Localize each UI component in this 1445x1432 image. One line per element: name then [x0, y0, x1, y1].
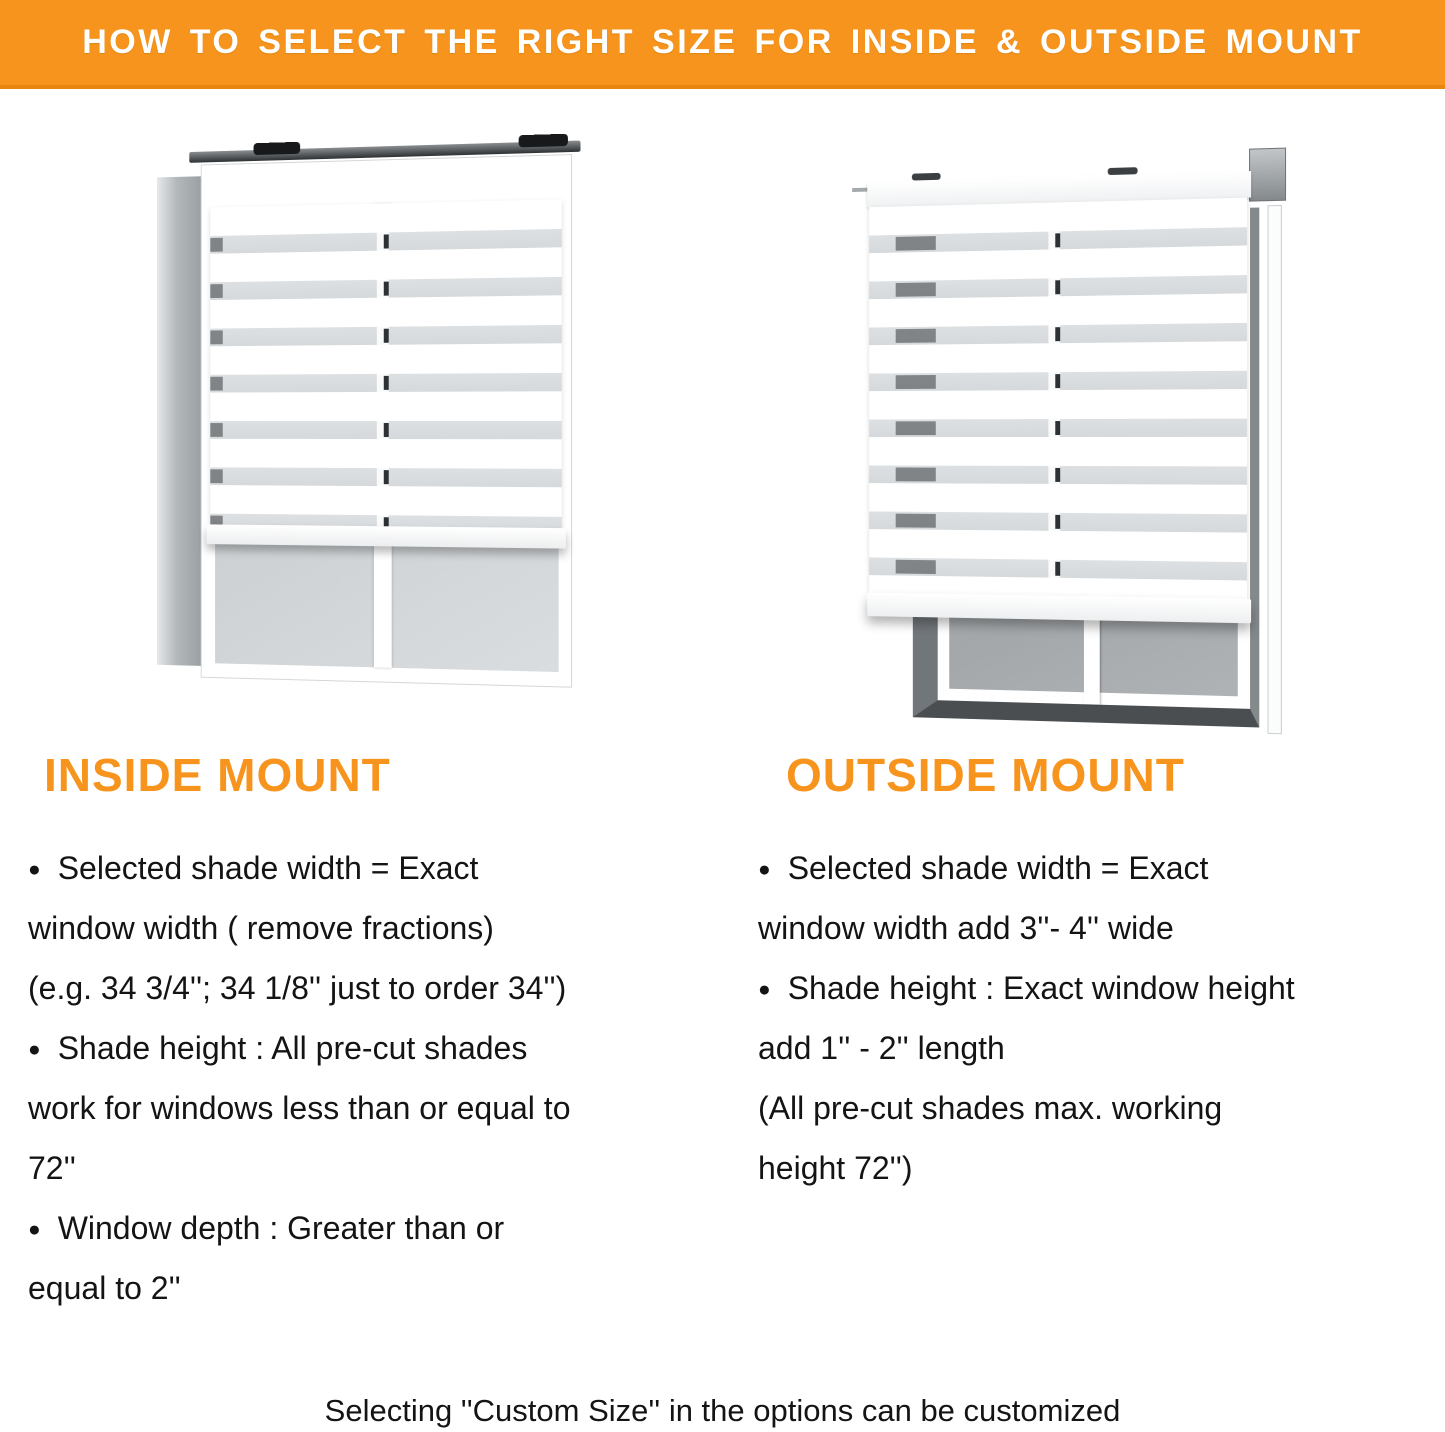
- outside-mount-illustration: [860, 146, 1288, 738]
- instruction-text: add 1'' - 2'' length: [758, 1030, 1005, 1066]
- header-banner: [0, 0, 1445, 89]
- instruction-line: [758, 1138, 1445, 1198]
- inside-mount-heading: INSIDE MOUNT: [44, 749, 391, 801]
- instruction-text: window width add 3''- 4'' wide: [758, 910, 1174, 946]
- instruction-text: Selected shade width = Exact: [787, 850, 1209, 886]
- bullet-icon: ●: [758, 858, 771, 881]
- instruction-text: equal to 2'': [28, 1270, 181, 1306]
- bracket-endcap: [1249, 148, 1286, 202]
- blind-center-seam: [1048, 202, 1060, 595]
- instruction-line: [28, 1078, 728, 1138]
- instruction-text: window width ( remove fractions): [28, 910, 494, 946]
- instruction-line: [758, 898, 1445, 958]
- instruction-line: [758, 1018, 1445, 1078]
- bullet-icon: ●: [758, 978, 771, 1001]
- inside-mount-instructions: [28, 838, 728, 1318]
- instruction-text: work for windows less than or equal to: [28, 1090, 571, 1126]
- custom-size-note: Selecting ''Custom Size'' in the options can be customized: [324, 1393, 1121, 1428]
- mounting-bracket-icon: [519, 134, 568, 148]
- window-left-jamb: [157, 176, 201, 666]
- blind-center-seam: [377, 203, 389, 526]
- instruction-text: (All pre-cut shades max. working: [758, 1090, 1223, 1126]
- instruction-text: Selected shade width = Exact: [57, 850, 479, 886]
- frame-shadow-dashes: [896, 206, 936, 594]
- instruction-line: [28, 1018, 728, 1078]
- instruction-text: Window depth : Greater than or: [57, 1210, 505, 1246]
- instruction-line: [28, 958, 728, 1018]
- page-title: HOW TO SELECT THE RIGHT SIZE FOR INSIDE & OUTSIDE MOUNT: [82, 23, 1363, 61]
- instruction-line: [28, 1198, 728, 1258]
- window-right-frame: [1268, 205, 1282, 734]
- instruction-line: [758, 1078, 1445, 1138]
- instruction-text: Shade height : All pre-cut shades: [57, 1030, 528, 1066]
- mounting-bracket-icon: [254, 142, 301, 155]
- zebra-blind: [210, 199, 561, 528]
- zebra-blind: [869, 198, 1247, 599]
- instruction-line: [28, 838, 728, 898]
- instruction-line: [28, 1138, 728, 1198]
- bullet-icon: ●: [28, 1038, 41, 1061]
- instruction-line: [758, 958, 1445, 1018]
- instruction-line: [28, 1258, 728, 1318]
- instruction-text: (e.g. 34 3/4''; 34 1/8'' just to order 34''): [28, 970, 567, 1006]
- instruction-text: Shade height : Exact window height: [787, 970, 1295, 1006]
- instruction-line: [758, 838, 1445, 898]
- outside-mount-instructions: [758, 838, 1445, 1198]
- bullet-icon: ●: [28, 1218, 41, 1241]
- frame-shadow-dashes: [210, 207, 222, 524]
- inside-mount-illustration: [150, 146, 570, 706]
- instruction-line: [28, 898, 728, 958]
- bullet-icon: ●: [28, 858, 41, 881]
- instruction-text: 72'': [28, 1150, 76, 1186]
- inside-window-scene: [157, 140, 572, 713]
- outside-window-scene: [867, 139, 1290, 745]
- instruction-text: height 72''): [758, 1150, 913, 1186]
- outside-mount-heading: OUTSIDE MOUNT: [786, 749, 1185, 801]
